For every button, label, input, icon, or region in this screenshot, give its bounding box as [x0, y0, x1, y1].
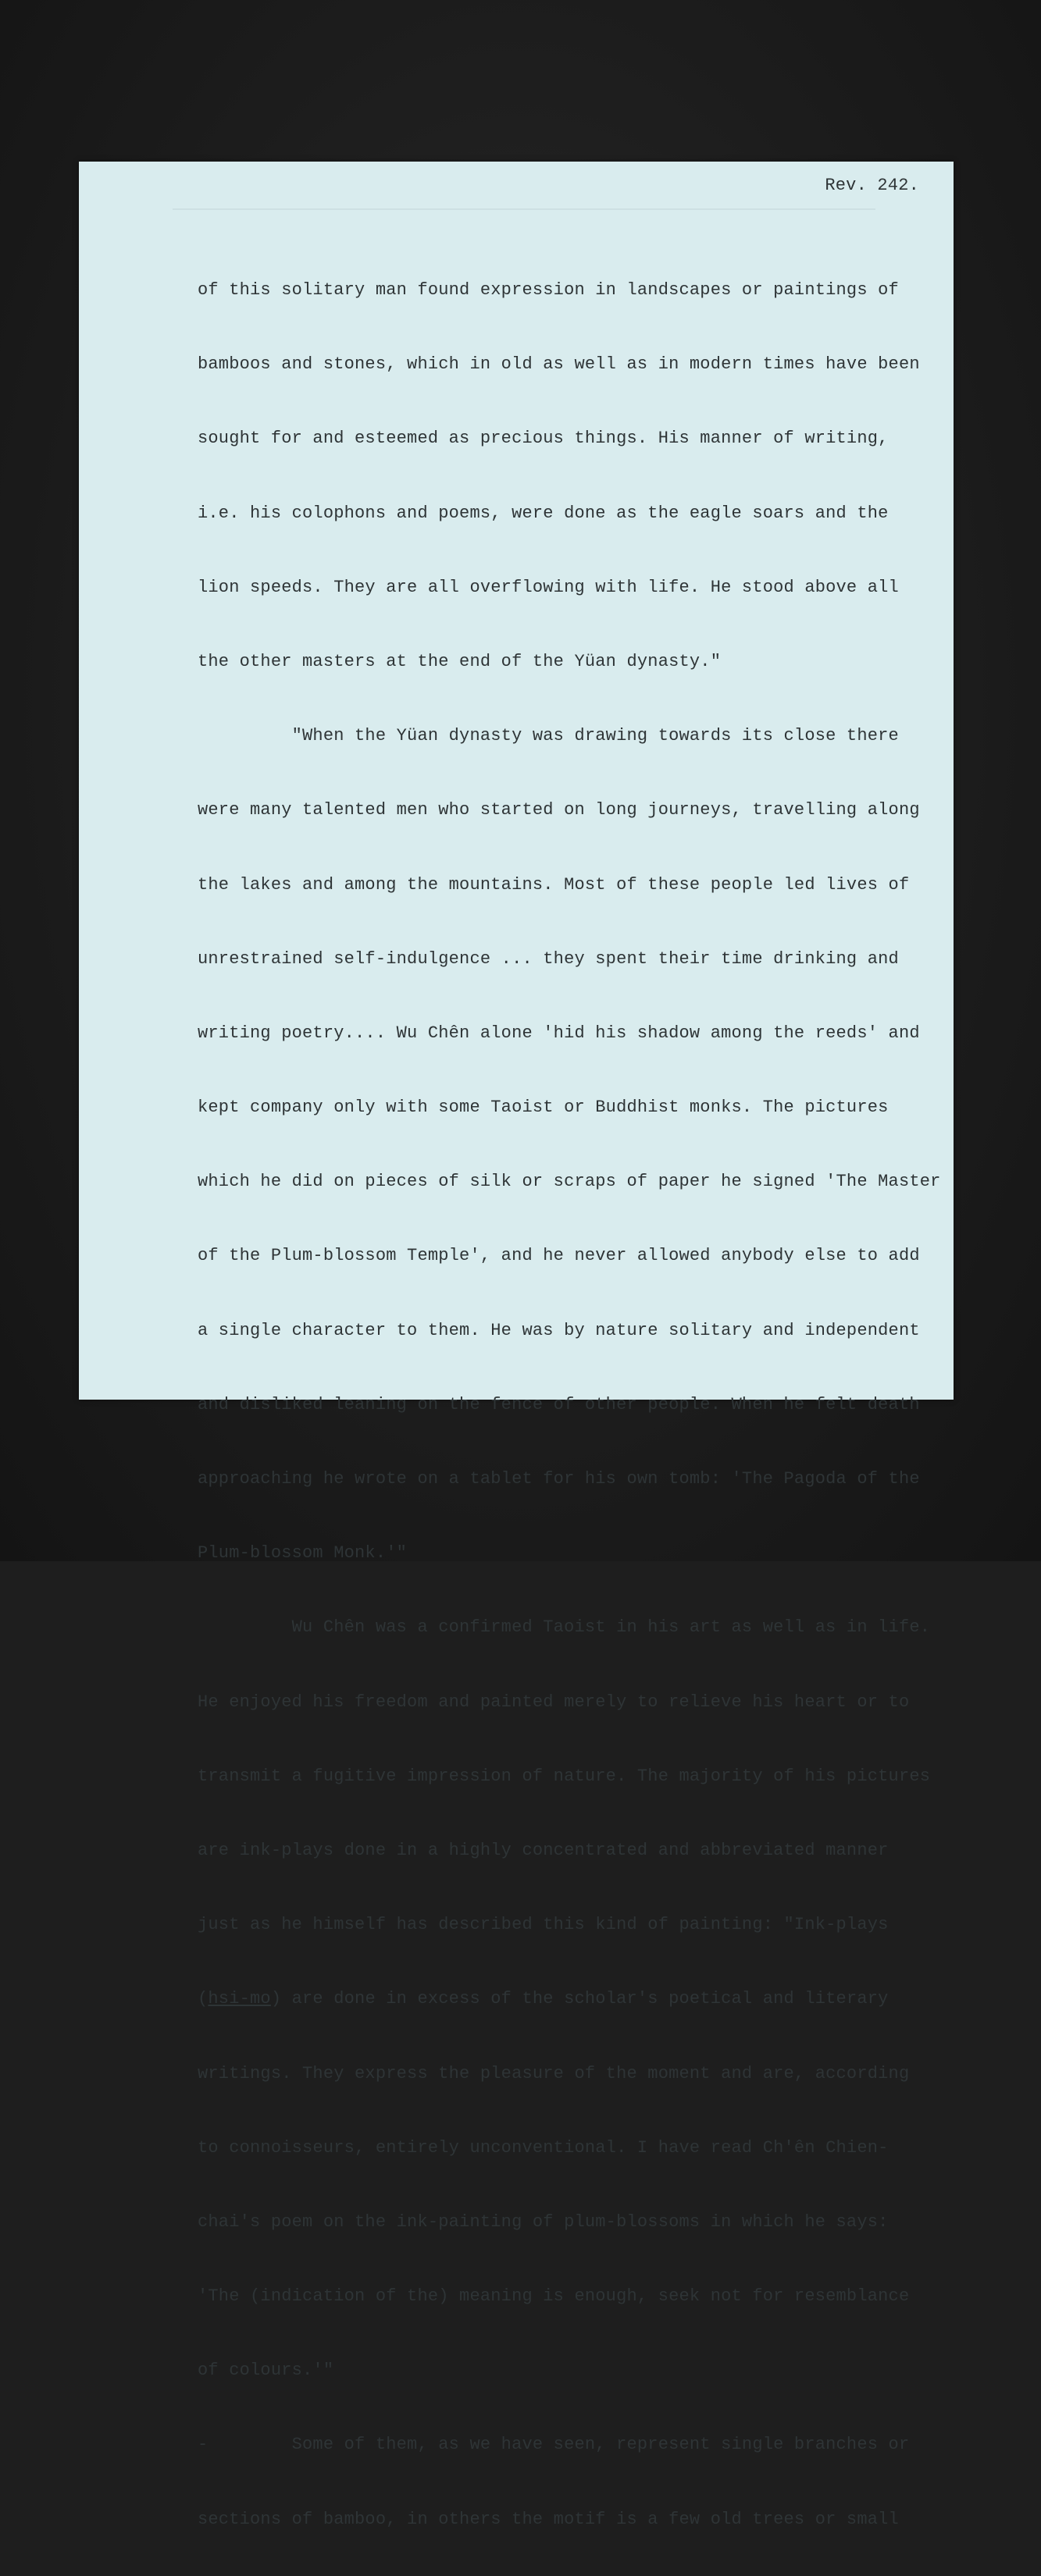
text-line: writings. They express the pleasure of the moment and are, according	[198, 2063, 910, 2083]
text-line: of this solitary man found expression in landscapes or paintings of	[198, 280, 899, 300]
text-line: just as he himself has described this kind of painting: "Ink-plays	[198, 1915, 889, 1935]
text-line: are ink-plays done in a highly concentrated and abbreviated manner	[198, 1840, 889, 1860]
text-line: and disliked leaning on the fence of other people. When he felt death	[198, 1394, 920, 1414]
text-line: "When the Yüan dynasty was drawing towards its close there	[198, 726, 899, 746]
text-line: (hsi-mo) are done in excess of the scholar's poetical and literary	[198, 1989, 889, 2009]
text-line: Plum-blossom Monk.'"	[198, 1543, 408, 1564]
text-line: which he did on pieces of silk or scraps of paper he signed 'The Master	[198, 1172, 941, 1192]
text-line: of the Plum-blossom Temple', and he never allowed anybody else to add	[198, 1246, 920, 1266]
text-line: kept company only with some Taoist or Buddhist monks. The pictures	[198, 1098, 889, 1118]
bleed-through-mark	[173, 208, 875, 221]
underlined-term: hsi-mo	[208, 1989, 271, 2009]
text-line: the lakes and among the mountains. Most of these people led lives of	[198, 874, 910, 895]
text-line: He enjoyed his freedom and painted merely to relieve his heart or to	[198, 1692, 910, 1712]
text-line: lion speeds. They are all overflowing with life. He stood above all	[198, 577, 899, 597]
text-line: a single character to them. He was by nature solitary and independent	[198, 1320, 920, 1340]
text-line: to connoisseurs, entirely unconventional. I have read Ch'ên Chien-	[198, 2137, 889, 2158]
text-line: approaching he wrote on a tablet for his own tomb: 'The Pagoda of the	[198, 1469, 920, 1489]
text-line: sought for and esteemed as precious things. His manner of writing,	[198, 429, 889, 449]
text-line: sections of bamboo, in others the motif is a few old trees or small	[198, 2509, 899, 2529]
text-line: - Some of them, as we have seen, represent single branches or	[198, 2435, 910, 2455]
text-line: chai's poem on the ink-painting of plum-blossoms in which he says:	[198, 2211, 889, 2232]
text-line: of colours.'"	[198, 2361, 334, 2381]
body-text	[198, 233, 947, 2576]
text-line: bamboos and stones, which in old as well as in modern times have been	[198, 354, 920, 375]
text-line: i.e. his colophons and poems, were done as the eagle soars and the	[198, 503, 889, 523]
text-line: writing poetry.... Wu Chên alone 'hid his shadow among the reeds' and	[198, 1023, 920, 1043]
text-line: were many talented men who started on long journeys, travelling along	[198, 800, 920, 820]
typewritten-page	[79, 162, 954, 2529]
text-line: 'The (indication of the) meaning is enough, seek not for resemblance	[198, 2286, 910, 2307]
text-line: transmit a fugitive impression of nature. The majority of his pictures	[198, 1766, 931, 1786]
text-line: the other masters at the end of the Yüan dynasty."	[198, 651, 722, 671]
page-number: Rev. 242.	[825, 176, 919, 195]
text-line: unrestrained self-indulgence ... they spent their time drinking and	[198, 948, 899, 969]
text-line: Wu Chên was a confirmed Taoist in his art as well as in life.	[198, 1617, 931, 1638]
